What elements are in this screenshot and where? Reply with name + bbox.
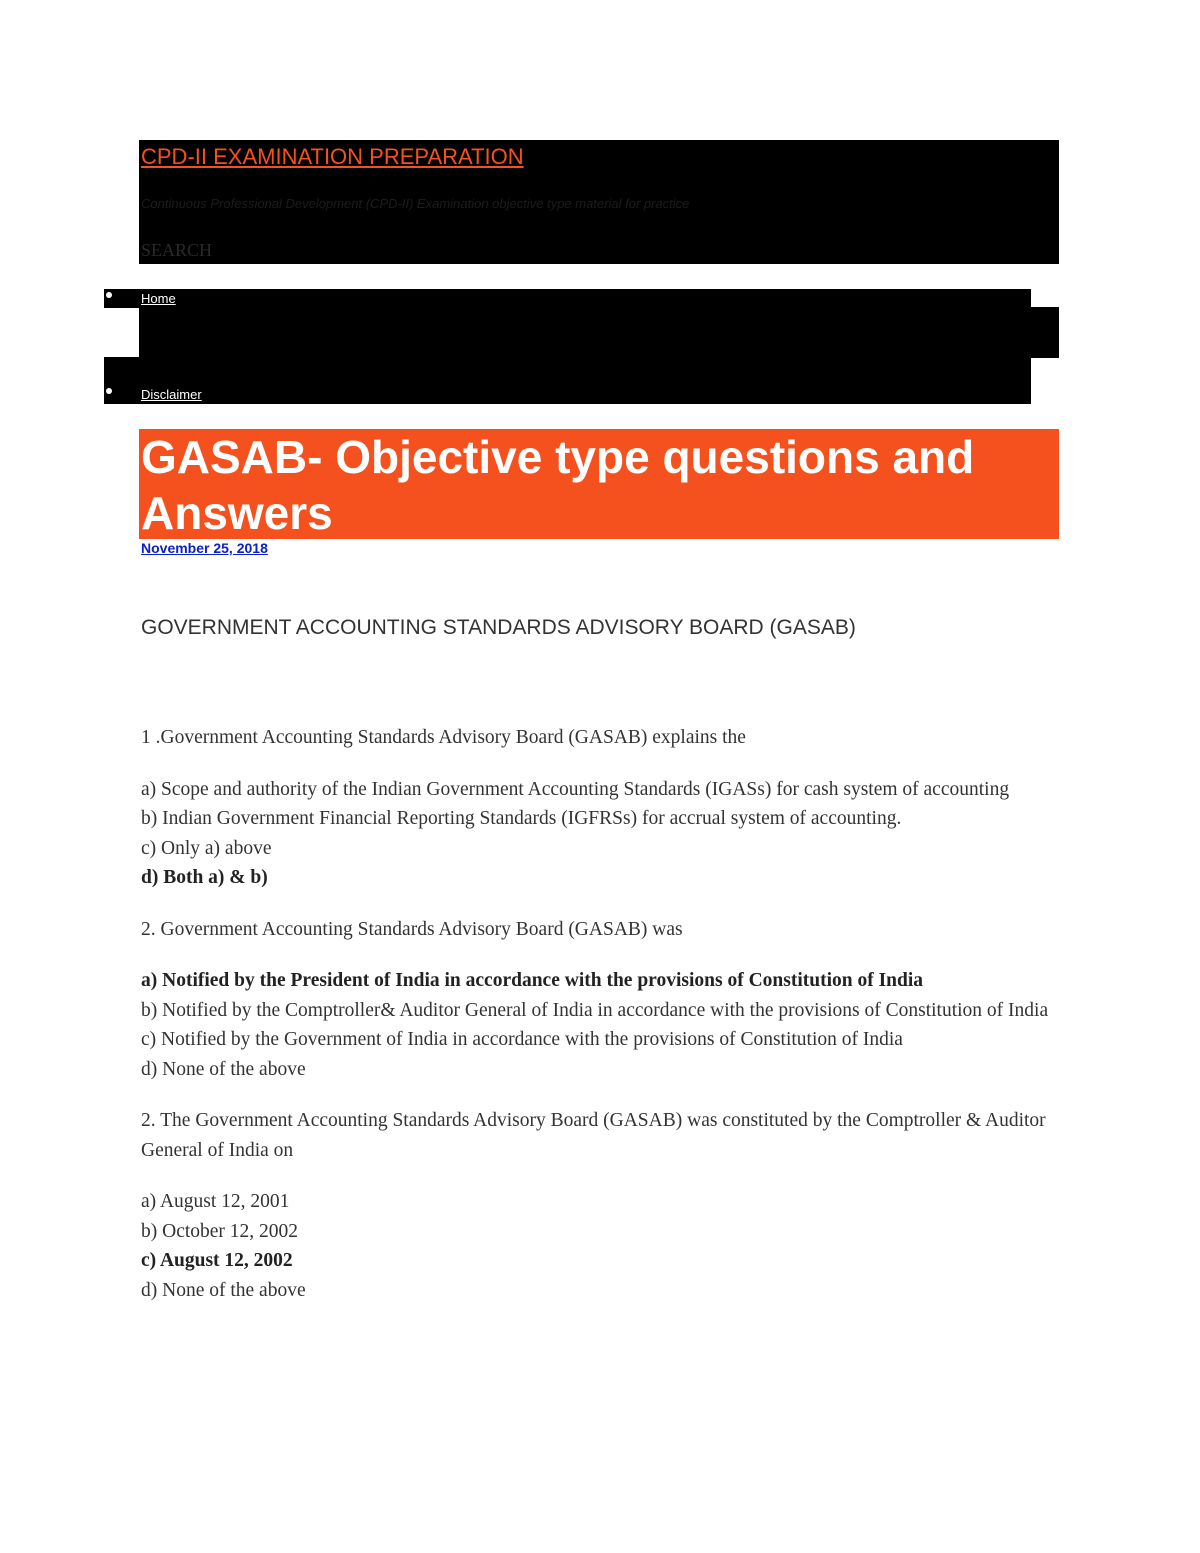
option-c: c) Only a) above	[141, 837, 272, 859]
section-heading: GOVERNMENT ACCOUNTING STANDARDS ADVISORY BOARD (GASAB)	[141, 616, 856, 639]
option-a-answer: a) Notified by the President of India in accordance with the provisions of Constitution of India	[141, 970, 924, 991]
blog-description: Continuous Professional Development (CPD-II) Examination objective type material for practice	[141, 196, 690, 211]
option-c-answer: c) August 12, 2002	[141, 1250, 293, 1271]
option-c: c) Notified by the Government of India in accordance with the provisions of Constitution of India	[141, 1029, 903, 1050]
options-list	[141, 775, 1051, 893]
option-a: a) August 12, 2001	[141, 1191, 290, 1212]
option-d-answer: d) Both a) & b)	[141, 867, 268, 888]
option-b: b) October 12, 2002	[141, 1220, 299, 1242]
bullet-icon	[106, 388, 112, 394]
option-d: d) None of the above	[141, 1279, 306, 1301]
nav-bar	[139, 307, 1059, 358]
blog-title-link[interactable]: CPD-II EXAMINATION PREPARATION	[141, 144, 524, 169]
question-text: 1 .Government Accounting Standards Advisory Board (GASAB) explains the	[141, 727, 746, 748]
options-list	[141, 966, 1051, 1084]
options-list	[141, 1187, 1051, 1305]
bullet-icon	[106, 292, 112, 298]
nav-item-home[interactable]: Home	[141, 291, 176, 306]
nav-item-disclaimer[interactable]: Disclaimer	[141, 387, 202, 402]
question-text: 2. The Government Accounting Standards Advisory Board (GASAB) was constituted by the Comptroller & Auditor General of India on	[141, 1110, 1046, 1161]
option-a: a) Scope and authority of the Indian Government Accounting Standards (IGASs) for cash system of accounting	[141, 778, 1010, 800]
question-text: 2. Government Accounting Standards Advisory Board (GASAB) was	[141, 918, 683, 940]
option-d: d) None of the above	[141, 1058, 306, 1080]
nav-bar	[104, 357, 1031, 404]
question-block	[141, 723, 1051, 893]
nav-bar	[104, 289, 1031, 308]
post-title-banner	[139, 429, 1059, 539]
question-block	[141, 915, 1051, 1085]
search-button[interactable]: SEARCH	[141, 240, 213, 260]
blog-header	[139, 140, 1059, 264]
option-b: b) Indian Government Financial Reporting Standards (IGFRSs) for accrual system of accounting.	[141, 808, 902, 829]
post-body	[141, 723, 1051, 1327]
option-b: b) Notified by the Comptroller& Auditor General of India in accordance with the provisions of Constitution of India	[141, 999, 1049, 1021]
post-date-link[interactable]: November 25, 2018	[141, 540, 268, 556]
post-title: GASAB- Objective type questions and Answers	[141, 431, 975, 539]
question-block	[141, 1106, 1051, 1305]
